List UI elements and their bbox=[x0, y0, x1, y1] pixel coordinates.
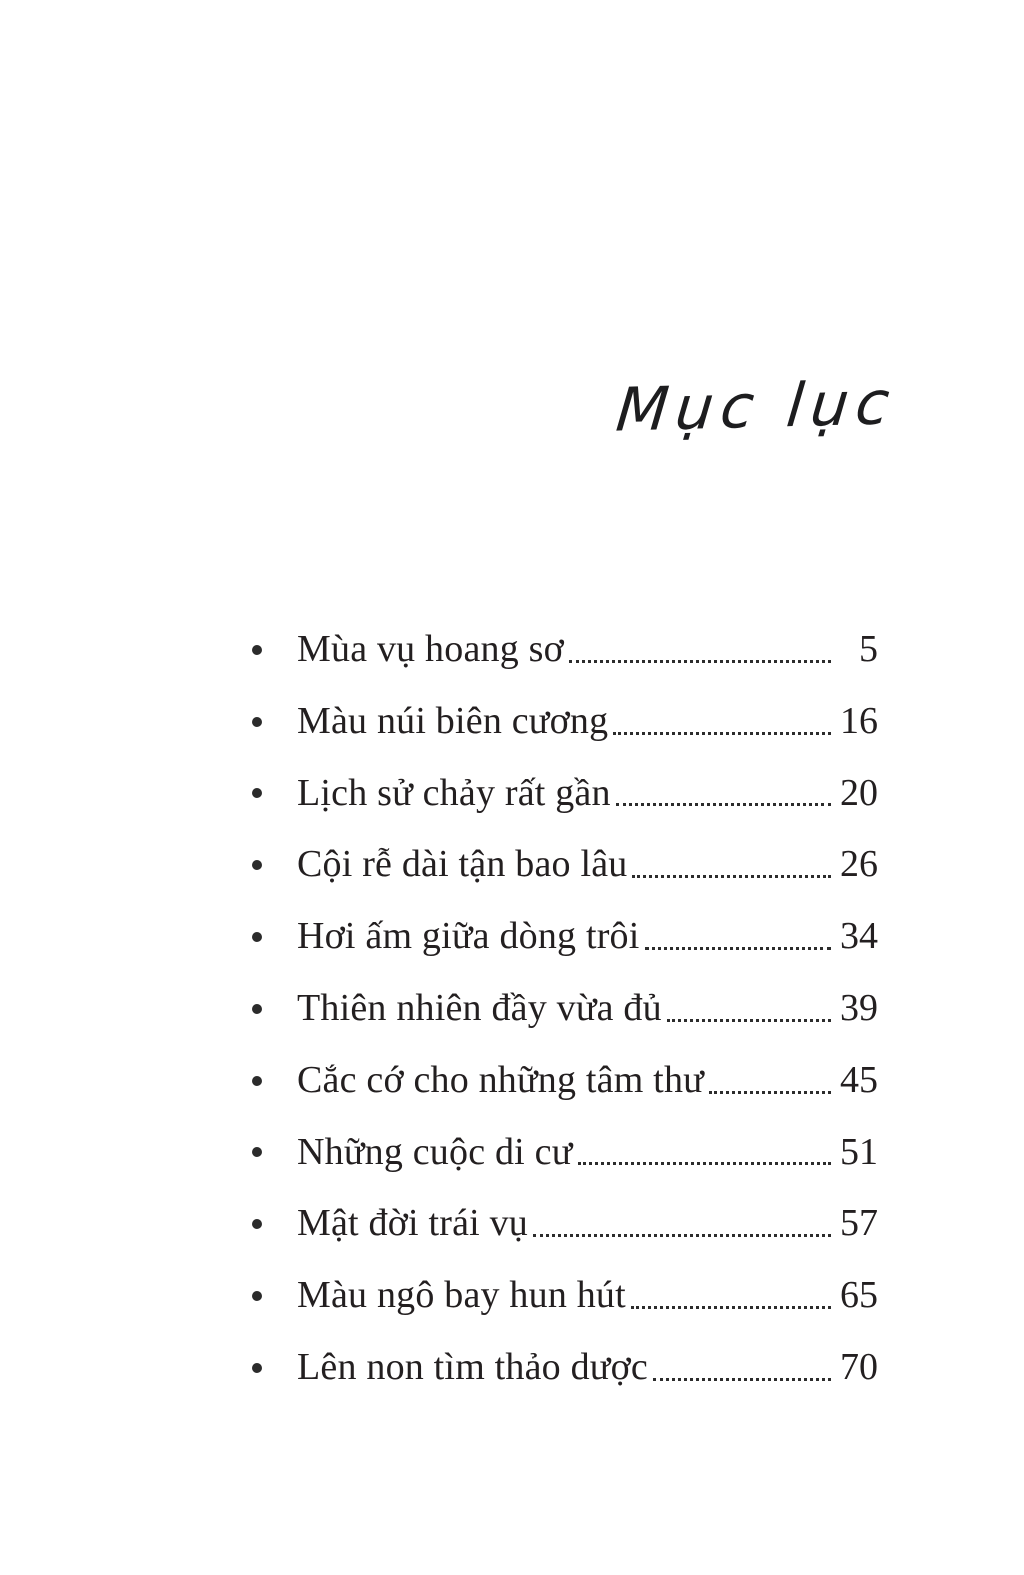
dot-leader bbox=[533, 1234, 831, 1237]
bullet-icon bbox=[252, 645, 262, 655]
toc-entry-page: 70 bbox=[840, 1345, 878, 1388]
toc-entry bbox=[245, 686, 878, 758]
toc-entry-label: Cội rễ dài tận bao lâu bbox=[297, 843, 628, 886]
toc-entry bbox=[245, 758, 878, 830]
toc-entry bbox=[245, 614, 878, 686]
dot-leader bbox=[667, 1019, 831, 1022]
toc-entry-page: 16 bbox=[840, 699, 878, 742]
toc-entry-label: Lên non tìm thảo dược bbox=[297, 1345, 648, 1388]
toc-entry-label: Màu núi biên cương bbox=[297, 699, 609, 742]
page-title: Mục lục bbox=[613, 368, 900, 446]
toc-entry-label: Màu ngô bay hun hút bbox=[297, 1274, 626, 1317]
toc-entry-label: Mùa vụ hoang sơ bbox=[297, 628, 564, 670]
bullet-icon bbox=[252, 788, 262, 798]
dot-leader bbox=[709, 1091, 831, 1094]
toc-entry-label: Hơi ấm giữa dòng trôi bbox=[297, 915, 640, 958]
toc-entry bbox=[245, 1260, 878, 1332]
bullet-icon bbox=[252, 1076, 262, 1086]
toc-entry-label: Lịch sử chảy rất gần bbox=[297, 771, 611, 814]
dot-leader bbox=[613, 732, 831, 735]
bullet-icon bbox=[252, 1363, 262, 1373]
toc-entry bbox=[245, 1117, 878, 1189]
bullet-icon bbox=[252, 1147, 262, 1157]
bullet-icon bbox=[252, 1219, 262, 1229]
bullet-icon bbox=[252, 717, 262, 727]
toc-entry-label: Những cuộc di cư bbox=[297, 1130, 573, 1173]
toc-entry-label: Thiên nhiên đầy vừa đủ bbox=[297, 986, 662, 1029]
toc-entry-page: 39 bbox=[840, 986, 878, 1029]
toc-entry bbox=[245, 1188, 878, 1260]
dot-leader bbox=[653, 1378, 831, 1381]
dot-leader bbox=[578, 1162, 832, 1165]
toc-entry-page: 26 bbox=[840, 843, 878, 886]
bullet-icon bbox=[252, 860, 262, 870]
toc-entry-page: 34 bbox=[840, 915, 878, 958]
toc-entry-page: 45 bbox=[840, 1058, 878, 1101]
toc-entry-label: Cắc cớ cho những tâm thư bbox=[297, 1058, 704, 1101]
dot-leader bbox=[616, 803, 831, 806]
toc-entry bbox=[245, 901, 878, 973]
dot-leader bbox=[632, 875, 831, 878]
bullet-icon bbox=[252, 1004, 262, 1014]
dot-leader bbox=[569, 660, 831, 663]
toc-entry bbox=[245, 829, 878, 901]
toc-entry bbox=[245, 973, 878, 1045]
toc-entry-label: Mật đời trái vụ bbox=[297, 1202, 528, 1245]
dot-leader bbox=[631, 1306, 831, 1309]
toc-entry bbox=[245, 1045, 878, 1117]
toc-entry-page: 5 bbox=[859, 628, 878, 670]
bullet-icon bbox=[252, 932, 262, 942]
toc-entry-page: 51 bbox=[840, 1130, 878, 1173]
toc-list bbox=[245, 614, 878, 1404]
dot-leader bbox=[645, 947, 831, 950]
bullet-icon bbox=[252, 1291, 262, 1301]
toc-entry-page: 57 bbox=[840, 1202, 878, 1245]
toc-entry-page: 65 bbox=[840, 1274, 878, 1317]
toc-entry bbox=[245, 1332, 878, 1404]
toc-entry-page: 20 bbox=[840, 771, 878, 814]
